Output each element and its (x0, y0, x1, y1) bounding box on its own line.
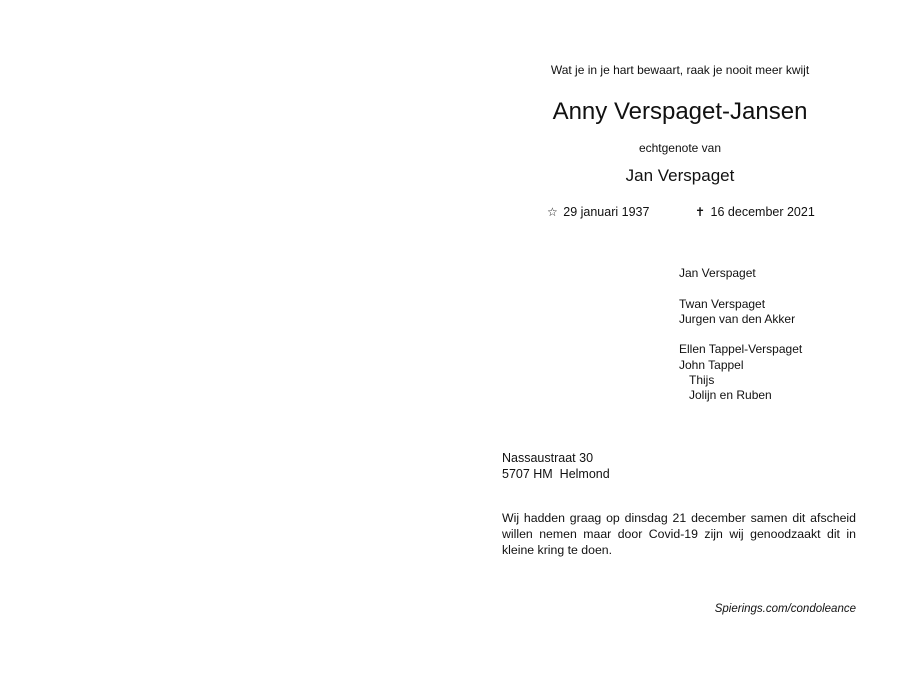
address-city: 5707 HM Helmond (502, 467, 610, 481)
family-member: Ellen Tappel-Verspaget (679, 342, 803, 357)
family-member: Jan Verspaget (679, 266, 756, 280)
spouse-name: Jan Verspaget (625, 166, 735, 185)
birth-date: 29 januari 1937 (563, 205, 650, 219)
condolence-link[interactable]: Spierings.com/condoleance (714, 603, 856, 615)
family-member: Jurgen van den Akker (679, 311, 796, 326)
grandchild: Thijs (689, 373, 715, 388)
motto: Wat je in je hart bewaart, raak je nooit meer kwijt (550, 63, 810, 77)
death-date: 16 december 2021 (710, 205, 815, 219)
cross-icon: ✝ (695, 205, 706, 219)
family-member: John Tappel (679, 357, 744, 372)
farewell-message: Wij hadden graag op dinsdag 21 december samen dit afscheid willen nemen maar door Covid-19 zijn wij genoodzaakt dit in kleine kring te doen. (502, 511, 856, 557)
address-street: Nassaustraat 30 (502, 451, 594, 465)
death-date-line (695, 205, 815, 219)
star-icon: ☆ (547, 205, 558, 219)
deceased-name: Anny Verspaget-Jansen (552, 98, 808, 125)
spouse-label: echtgenote van (638, 141, 722, 155)
grandchild: Jolijn en Ruben (689, 388, 772, 403)
address-block (502, 450, 610, 482)
family-member: Twan Verspaget (679, 296, 766, 311)
family-list (679, 266, 802, 404)
birth-date-line (547, 205, 649, 219)
